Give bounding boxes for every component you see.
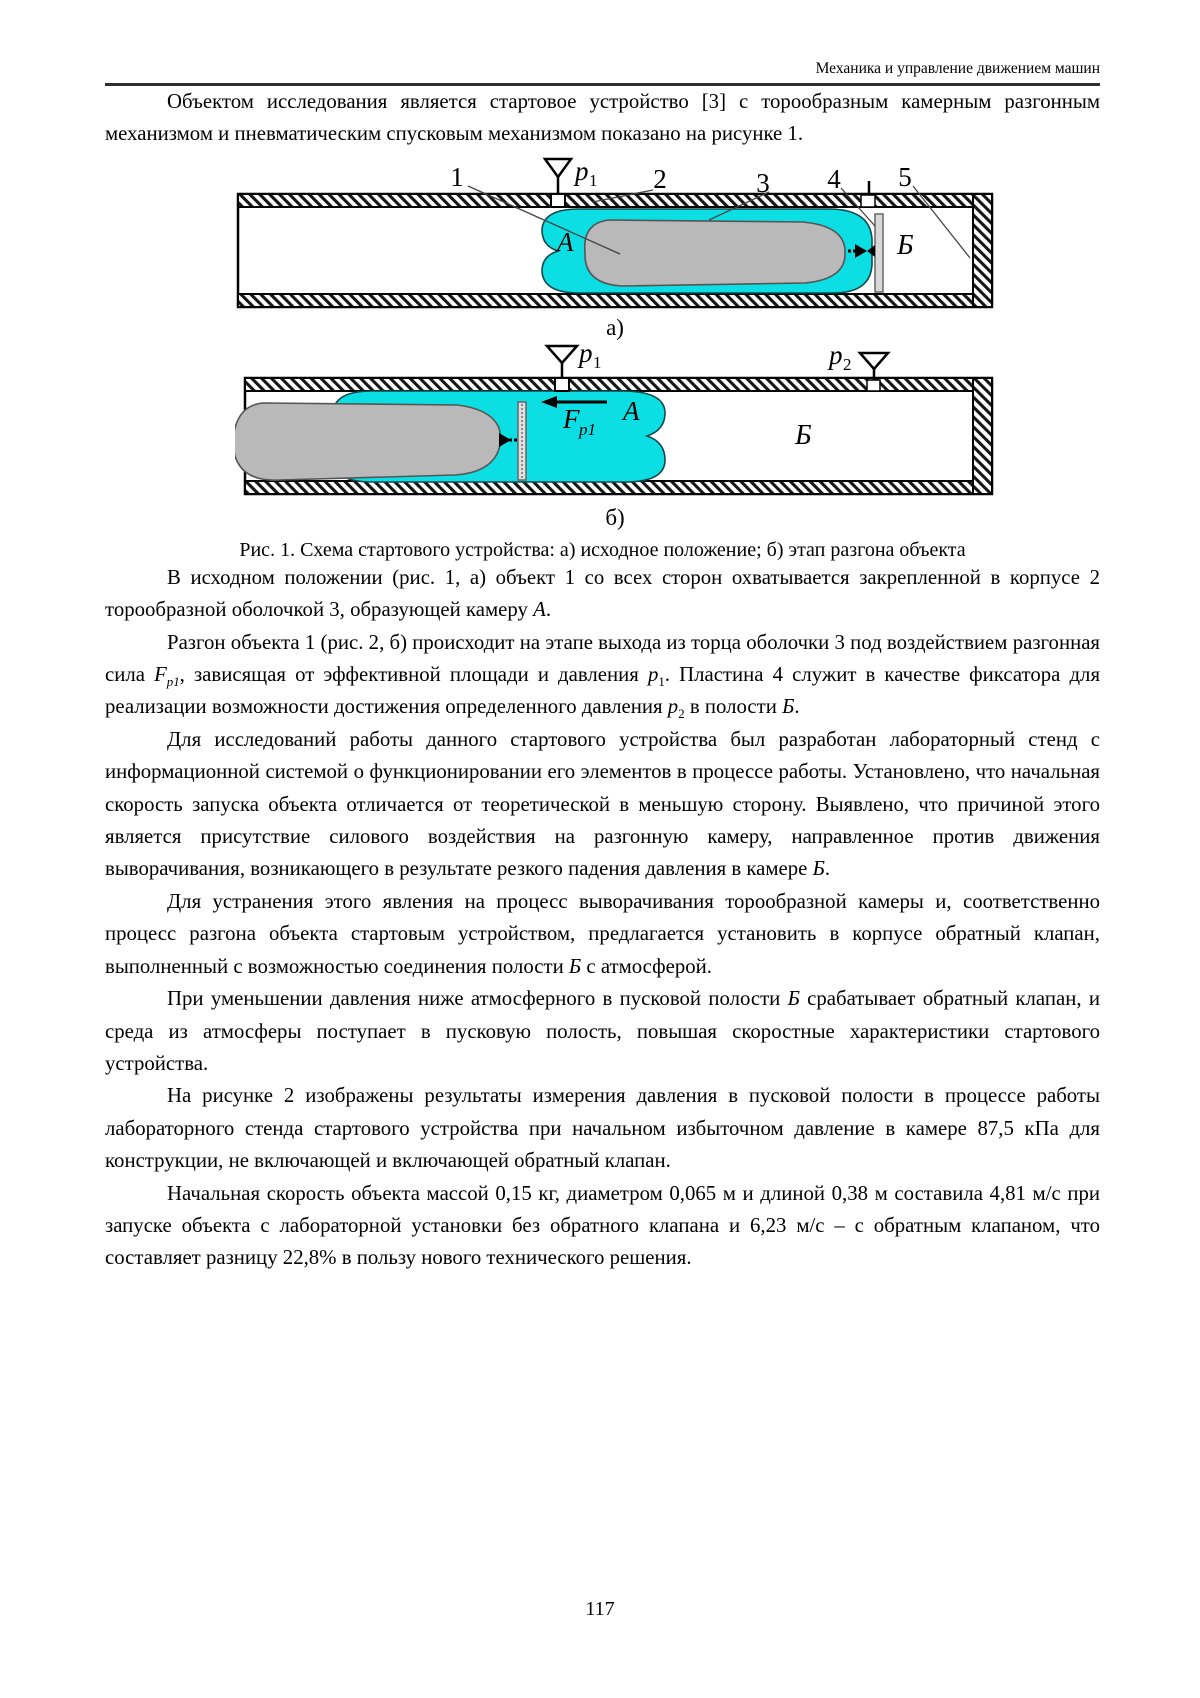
port2-square-a — [861, 195, 875, 207]
p1-label-a: p — [575, 155, 589, 186]
p2-sub-b: 2 — [843, 354, 852, 374]
callout-2: 2 — [653, 163, 667, 194]
p1-label-b: p — [579, 343, 593, 368]
fixator-plate-a — [875, 214, 883, 292]
p2-funnel-b — [860, 353, 888, 369]
subfigure-label-a: а) — [606, 314, 624, 340]
paragraph-initial-position: В исходном положении (рис. 1, а) объект 1 со всех сторон охватывается закрепленной в корпусе 2 торообразной оболочкой 3, образующей камеру А. — [105, 565, 1100, 622]
force-sub: p1 — [579, 419, 596, 439]
paragraph-check-valve-proposal: Для устранения этого явления на процесс выворачивания торообразной камеры и, соответственно процесс разгона объекта стартовым устройством, предлагается установить в корпусе обратный клапан, выполненный с возможностью соединения полости Б с атмосферой. — [105, 889, 1100, 978]
tube-b-end-cap — [973, 378, 992, 494]
callout-5: 5 — [898, 161, 912, 192]
p2-label-b: p — [829, 343, 843, 370]
tube-b-bottom-wall — [245, 481, 992, 494]
diagram-a — [235, 152, 995, 312]
chamber-a-label-b: A — [623, 395, 640, 426]
p1-port-a — [551, 194, 565, 207]
paragraph-lab-stand: Для исследований работы данного стартового устройства был разработан лабораторный стенд с информационной системой о функционировании его элементов в процессе работы. Установлено, что начальная скорость запуска объекта отличается от теоретической в меньшую сторону. Выявлено, что причиной этого является присутствие силового воздействия на разгонную камеру, направленное против движения выворачивания, возникающего в результате резкого падения давления в камере Б. — [105, 727, 1100, 881]
callout-3: 3 — [756, 167, 770, 198]
callout-4: 4 — [827, 163, 841, 194]
callout-1: 1 — [450, 161, 464, 192]
running-head: Механика и управление движением машин — [105, 0, 1100, 86]
p1-funnel-b — [547, 346, 577, 363]
p1-funnel-a — [545, 159, 571, 177]
paragraph-velocity-results: Начальная скорость объекта массой 0,15 кг, диаметром 0,065 м и длиной 0,38 м составила 4,81 м/с при запуске объекта с лабораторной установки без обратного клапана и 6,23 м/с – с обратным клапаном, что составляет разницу 22,8% в пользу нового технического решения. — [105, 1181, 1100, 1270]
figure-caption: Рис. 1. Схема стартового устройства: а) исходное положение; б) этап разгона объекта — [239, 538, 966, 561]
chamber-b-label-b: Б — [795, 419, 812, 451]
p1-sub-b: 1 — [593, 352, 602, 372]
p1-sub-a: 1 — [589, 170, 598, 190]
tube-a-top-wall — [238, 194, 992, 207]
figure-1 — [235, 152, 995, 531]
diagram-b — [235, 344, 995, 498]
paragraph-intro: Объектом исследования является стартовое устройство [3] с торообразным камерным разгонным механизмом и пневматическим спусковым механизмом показано на рисунке 1. — [105, 90, 1100, 146]
tube-a-bottom-wall — [238, 294, 992, 307]
tube-a-end-cap — [973, 194, 992, 307]
page-number: 117 — [585, 1598, 615, 1620]
paragraph-acceleration: Разгон объекта 1 (рис. 2, б) происходит на этапе выхода из торца оболочки 3 под воздействием разгонная сила $F_{p1}$, зависящая от эффективной площади и давления $p_1$. Пластина 4 служит в качестве фиксатора для реализации возможности достижения определенного давления $p_2$ в полости Б. — [105, 630, 1101, 722]
paragraph-figure2-results: На рисунке 2 изображены результаты измерения давления в пусковой полости в процессе работы лабораторного стенда стартового устройства при начальном избыточном давление в камере 87,5 кПа для конструкции, не включающей и включающей обратный клапан. — [105, 1084, 1100, 1173]
launch-object-b — [235, 403, 501, 480]
subfigure-label-b: б) — [605, 504, 625, 530]
chamber-a-label: A — [557, 226, 574, 257]
paragraph-valve-operation: При уменьшении давления ниже атмосферного в пусковой полости Б срабатывает обратный клапан, и среда из атмосферы поступает в пусковую полость, повышая скоростные характеристики стартового устройства. — [105, 987, 1100, 1075]
p2-port-b — [867, 380, 880, 391]
p1-port-b — [555, 378, 569, 391]
launch-object-a — [585, 220, 845, 286]
chamber-b-label: Б — [897, 229, 914, 261]
force-label: F — [563, 403, 580, 434]
